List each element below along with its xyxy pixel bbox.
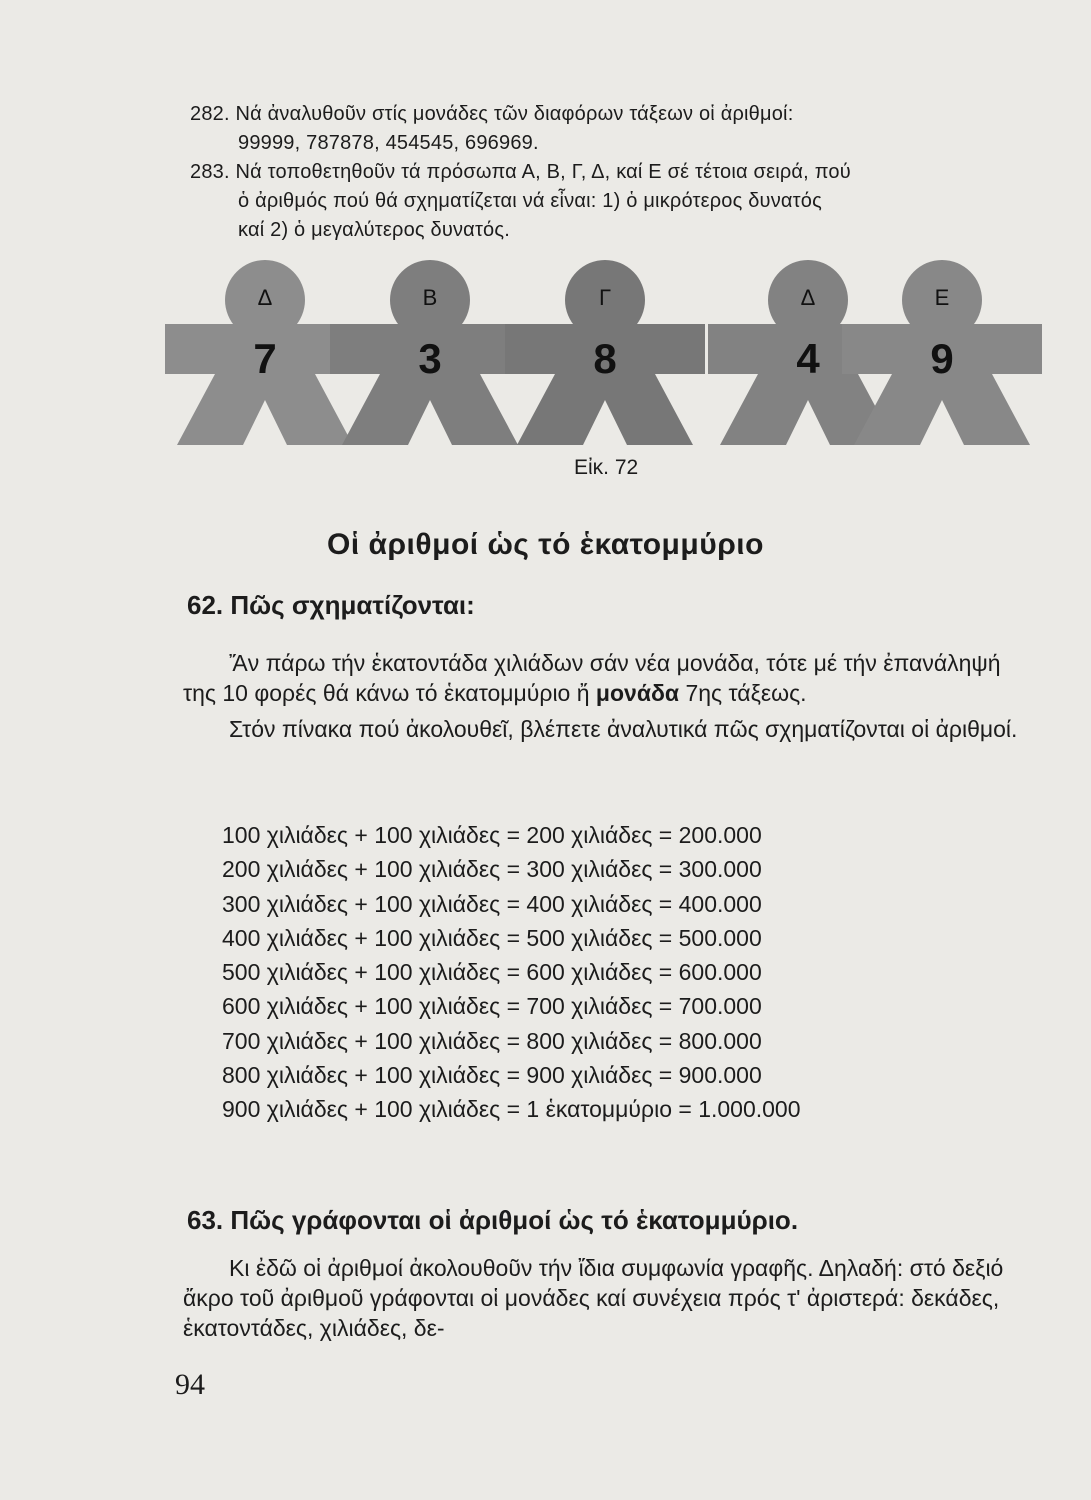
person-letter: Ε xyxy=(934,285,950,310)
figure-caption: Εἰκ. 72 xyxy=(574,456,639,479)
section-title: Οἱ ἀριθμοί ὡς τό ἑκατομμύριο xyxy=(327,528,764,561)
calc-row: 300 χιλιάδες + 100 χιλιάδες = 400 χιλιάδες = 400.000 xyxy=(222,890,762,917)
calc-row: 100 χιλιάδες + 100 χιλιάδες = 200 χιλιάδες = 200.000 xyxy=(222,822,762,848)
person-letter: Γ xyxy=(598,285,612,310)
calc-row: 600 χιλιάδες + 100 χιλιάδες = 700 χιλιάδες = 700.000 xyxy=(222,993,762,1020)
page-number: 94 xyxy=(175,1368,205,1401)
person-figure-2 xyxy=(330,250,530,450)
person-figure-5 xyxy=(842,250,1042,450)
paragraph-62-bold: μονάδα xyxy=(595,680,680,706)
figure-72-people xyxy=(180,250,1030,450)
person-digit: 3 xyxy=(418,335,442,382)
exercise-283 xyxy=(190,158,851,245)
person-letter: Δ xyxy=(257,285,273,310)
calc-row: 900 χιλιάδες + 100 χιλιάδες = 1 ἑκατομμύριο = 1.000.000 xyxy=(222,1096,801,1123)
calc-row: 200 χιλιάδες + 100 χιλιάδες = 300 χιλιάδες = 300.000 xyxy=(222,856,762,883)
exercise-282-numbers: 99999, 787878, 454545, 696969. xyxy=(238,132,539,154)
calc-row: 700 χιλιάδες + 100 χιλιάδες = 800 χιλιάδες = 800.000 xyxy=(222,1027,762,1054)
paragraph-62-p2: Στόν πίνακα πού ἀκολουθεῖ, βλέπετε ἀναλυτικά πῶς σχηματίζονται οἱ ἀριθμοί. xyxy=(229,716,1018,742)
person-digit: 8 xyxy=(593,335,617,382)
person-digit: 7 xyxy=(253,335,277,382)
heading-62: 62. Πῶς σχηματίζονται: xyxy=(187,590,475,620)
person-figure-3 xyxy=(505,250,705,450)
person-letter: Δ xyxy=(800,285,816,310)
exercise-283-line-2: ὁ ἀριθμός πού θά σχηματίζεται νά εἶναι: 1) ὁ μικρότερος δυνατός xyxy=(238,190,822,212)
calculation-table xyxy=(222,818,801,1127)
person-letter: Β xyxy=(422,285,438,310)
calc-row: 800 χιλιάδες + 100 χιλιάδες = 900 χιλιάδες = 900.000 xyxy=(222,1062,762,1089)
exercise-283-line-3: καί 2) ὁ μεγαλύτερος δυνατός. xyxy=(238,219,510,241)
paragraph-62-p1 xyxy=(183,648,1023,708)
person-digit: 4 xyxy=(796,335,820,382)
paragraph-62-text: Ἄν πάρω τήν ἑκατοντάδα χιλιάδων σάν νέα μονάδα, τότε μέ τήν ἐπανάληψή της 10 φορές θά κάνω τό ἑκατομμύριο ἤ xyxy=(183,650,1001,706)
exercise-282 xyxy=(190,100,793,158)
paragraph-62 xyxy=(183,648,1023,744)
person-digit: 9 xyxy=(930,335,954,382)
paragraph-63-text: Κι ἐδῶ οἱ ἀριθμοί ἀκολουθοῦν τήν ἴδια συμφωνία γραφῆς. Δηλαδή: στό δεξιό ἄκρο τοῦ ἀριθμοῦ γράφονται οἱ μονάδες καί συνέχεια πρός τ' ἀριστερά: δεκάδες, ἑκατοντάδες, χιλιάδες, δε- xyxy=(183,1255,1004,1341)
exercise-282-line-1: 282. Νά ἀναλυθοῦν στίς μονάδες τῶν διαφόρων τάξεων οἱ ἀριθμοί: xyxy=(190,103,794,125)
exercise-283-line-1: 283. Νά τοποθετηθοῦν τά πρόσωπα Α, Β, Γ, Δ, καί Ε σέ τέτοια σειρά, πού xyxy=(190,161,851,183)
calc-row: 500 χιλιάδες + 100 χιλιάδες = 600 χιλιάδες = 600.000 xyxy=(222,959,762,986)
heading-63: 63. Πῶς γράφονται οἱ ἀριθμοί ὡς τό ἑκατομμύριο. xyxy=(187,1205,799,1235)
paragraph-63 xyxy=(183,1253,1023,1343)
calc-row: 400 χιλιάδες + 100 χιλιάδες = 500 χιλιάδες = 500.000 xyxy=(222,924,762,951)
paragraph-62-end: 7ης τάξεως. xyxy=(685,680,807,706)
